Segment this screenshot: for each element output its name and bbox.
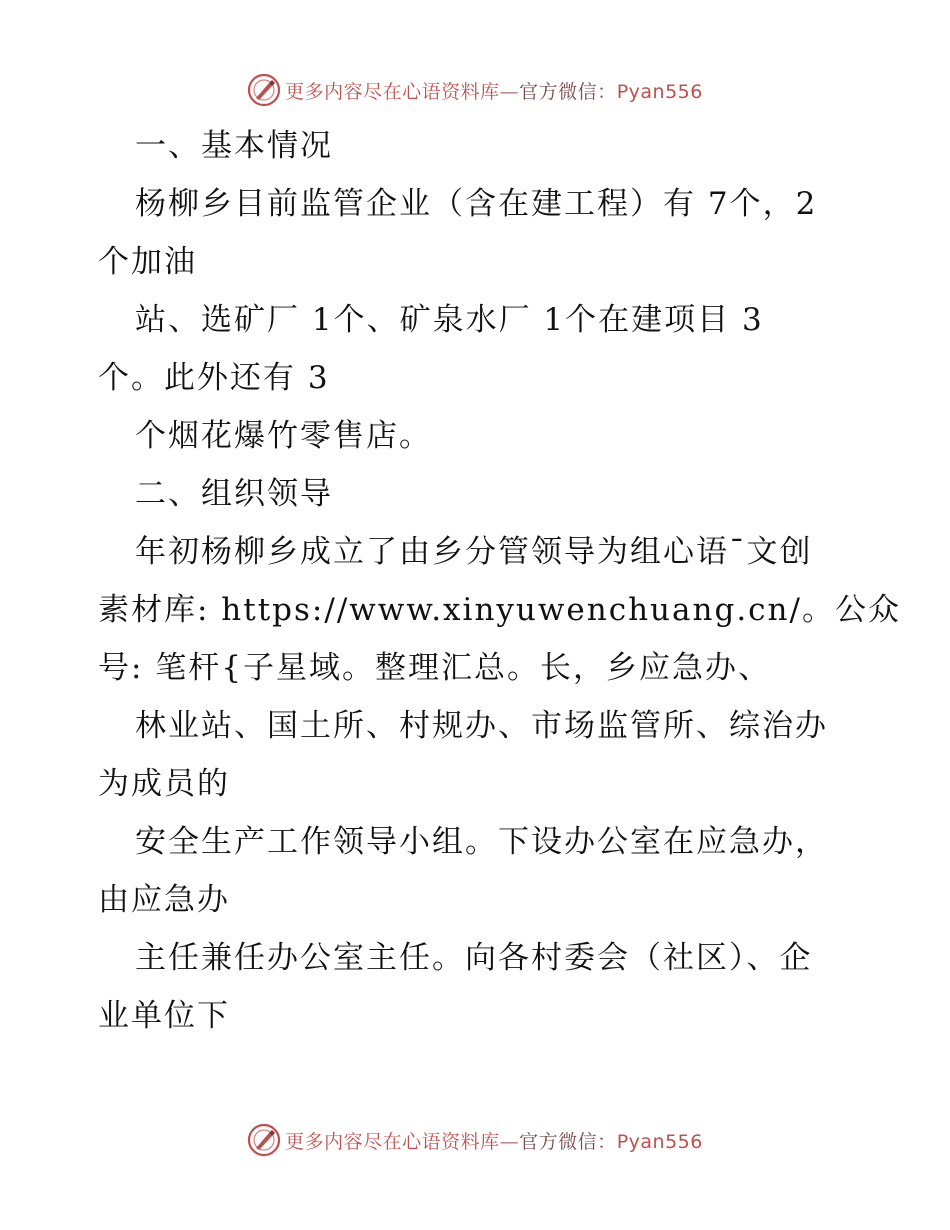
paragraph-line: 业单位下 [98,998,230,1034]
section-heading: 一、基本情况 [135,128,333,164]
header-watermark [0,70,950,110]
watermark-text: 更多内容尽在心语资料库—官方微信：Pyan556 [285,80,703,103]
document-body [98,117,901,1045]
paragraph-line: 为成员的 [98,766,230,802]
pen-logo-icon [247,1123,281,1157]
watermark-text: 更多内容尽在心语资料库—官方微信：Pyan556 [285,1130,703,1153]
paragraph-line: 素材库: https://www.xinyuwenchuang.cn/。公众 [98,592,901,628]
paragraph-line: 个烟花爆竹零售店。 [135,418,432,454]
paragraph-line: 安全生产工作领导小组。下设办公室在应急办， [135,824,828,860]
paragraph-line: 个。此外还有 3 [98,360,330,396]
section-heading: 二、组织领导 [135,476,333,512]
pen-logo-icon [247,73,281,107]
paragraph-line: 年初杨柳乡成立了由乡分管领导为组心语¯文创 [135,534,813,570]
paragraph-line: 林业站、国土所、村规办、市场监管所、综治办 [135,708,828,744]
paragraph-line: 主任兼任办公室主任。向各村委会（社区）、企 [135,940,813,976]
paragraph-line: 个加油 [98,244,197,280]
paragraph-line: 由应急办 [98,882,230,918]
paragraph-line: 站、选矿厂 1个、矿泉水厂 1个在建项目 3 [135,302,764,338]
footer-watermark [0,1120,950,1160]
paragraph-line: 杨柳乡目前监管企业（含在建工程）有 7个，2 [135,186,818,222]
paragraph-line: 号: 笔杆{子星域。整理汇总。长，乡应急办、 [98,650,772,686]
